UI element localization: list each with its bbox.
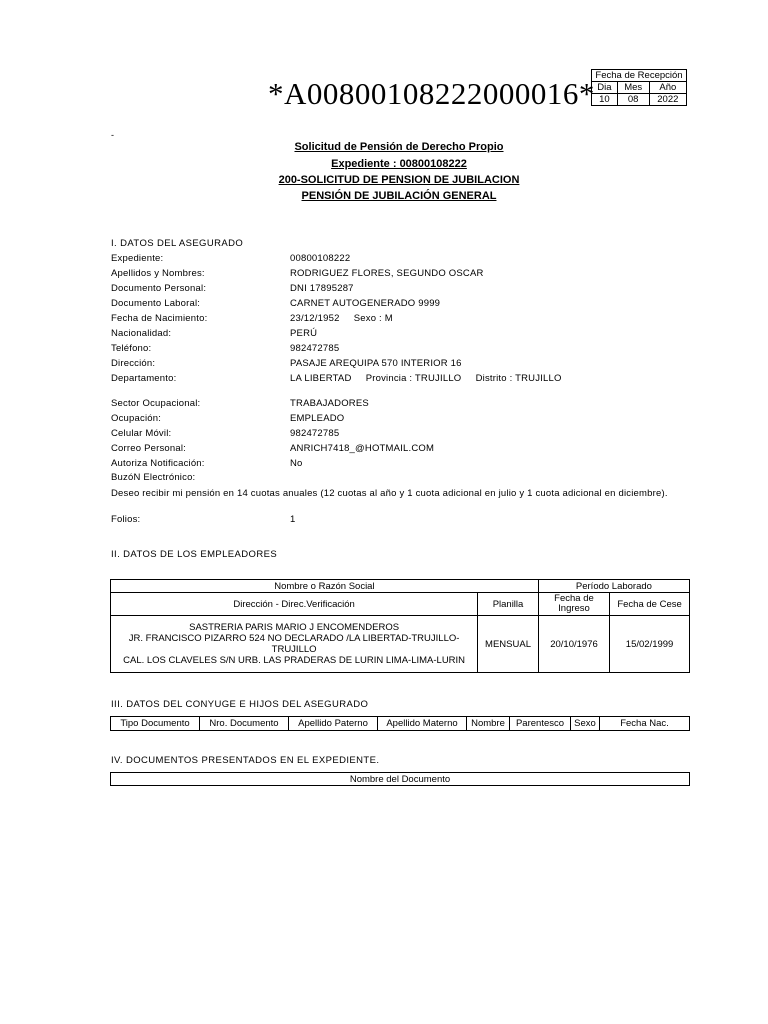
- header-apellido-materno: Apellido Materno: [378, 717, 467, 731]
- folios-label: Folios:: [111, 514, 141, 525]
- dia-label: Dia: [592, 82, 618, 94]
- section2-title: II. DATOS DE LOS EMPLEADORES: [111, 549, 278, 560]
- field-value: 982472785: [290, 343, 340, 354]
- header-ingreso: Fecha de Ingreso: [538, 593, 609, 616]
- section4-title: IV. DOCUMENTOS PRESENTADOS EN EL EXPEDIENTE.: [111, 755, 380, 766]
- header-tipo-documento: Tipo Documento: [111, 717, 200, 731]
- section1-title: I. DATOS DEL ASEGURADO: [111, 238, 244, 249]
- header-nombre-documento: Nombre del Documento: [111, 773, 690, 786]
- field-value: No: [290, 458, 303, 469]
- fecha-recepcion-title: Fecha de Recepción: [592, 70, 687, 82]
- field-label: Expediente:: [111, 253, 164, 264]
- mes-value: 08: [617, 94, 649, 106]
- field-label: Teléfono:: [111, 343, 152, 354]
- empleador-nombre: SASTRERIA PARIS MARIO J ENCOMENDEROS: [189, 622, 400, 633]
- field-label: Sector Ocupacional:: [111, 398, 201, 409]
- field-label: Departamento:: [111, 373, 177, 384]
- header-solicitud: 200-SOLICITUD DE PENSION DE JUBILACION: [278, 174, 520, 186]
- header-nombre: Nombre o Razón Social: [111, 580, 539, 593]
- field-value: 00800108222: [290, 253, 351, 264]
- field-label: Autoriza Notificación:: [111, 458, 205, 469]
- header-cese: Fecha de Cese: [610, 593, 690, 616]
- conyuge-hijos-table: [110, 716, 690, 731]
- documentos-table: [110, 772, 690, 786]
- field-label: Correo Personal:: [111, 443, 187, 454]
- empleador-direccion: JR. FRANCISCO PIZARRO 524 NO DECLARADO /LA LIBERTAD-TRUJILLO-TRUJILLO: [128, 633, 460, 655]
- field-value: 23/12/1952 Sexo : M: [290, 313, 393, 324]
- field-label: Fecha de Nacimiento:: [111, 313, 208, 324]
- field-value: PERÚ: [290, 328, 318, 339]
- field-value: PASAJE AREQUIPA 570 INTERIOR 16: [290, 358, 462, 369]
- header-apellido-paterno: Apellido Paterno: [289, 717, 378, 731]
- section3-title: III. DATOS DEL CONYUGE E HIJOS DEL ASEGURADO: [111, 699, 369, 710]
- header-expediente: Expediente : 00800108222: [331, 158, 467, 170]
- header-fecha-nac: Fecha Nac.: [600, 717, 690, 731]
- header-periodo: Período Laborado: [538, 580, 689, 593]
- header-direccion: Dirección - Direc.Verificación: [111, 593, 478, 616]
- empleadores-table: [110, 579, 690, 673]
- field-value: LA LIBERTAD Provincia : TRUJILLO Distrito : TRUJILLO: [290, 373, 562, 384]
- fecha-recepcion-box: [591, 69, 687, 106]
- header-pension: PENSIÓN DE JUBILACIÓN GENERAL: [301, 190, 497, 202]
- empleador-planilla: MENSUAL: [478, 616, 539, 673]
- field-value: TRABAJADORES: [290, 398, 369, 409]
- anio-value: 2022: [649, 94, 686, 106]
- anio-label: Año: [649, 82, 686, 94]
- header-planilla: Planilla: [478, 593, 539, 616]
- folios-value: 1: [290, 514, 296, 525]
- field-label: Apellidos y Nombres:: [111, 268, 205, 279]
- barcode-text: *A00800108222000016*: [268, 76, 595, 111]
- field-label: BuzóN Electrónico:: [111, 472, 196, 483]
- field-label: Ocupación:: [111, 413, 162, 424]
- empleador-cell: [111, 616, 478, 673]
- field-label: Nacionalidad:: [111, 328, 172, 339]
- empleador-ingreso: 20/10/1976: [538, 616, 609, 673]
- field-value: ANRICH7418_@HOTMAIL.COM: [290, 443, 435, 454]
- dia-value: 10: [592, 94, 618, 106]
- empleador-cese: 15/02/1999: [610, 616, 690, 673]
- field-value: CARNET AUTOGENERADO 9999: [290, 298, 441, 309]
- header-nombre: Nombre: [467, 717, 510, 731]
- header-parentesco: Parentesco: [510, 717, 571, 731]
- field-value: RODRIGUEZ FLORES, SEGUNDO OSCAR: [290, 268, 484, 279]
- field-value: 982472785: [290, 428, 340, 439]
- header-nro-documento: Nro. Documento: [200, 717, 289, 731]
- header-sexo: Sexo: [571, 717, 600, 731]
- field-label: Celular Móvil:: [111, 428, 172, 439]
- field-label: Dirección:: [111, 358, 156, 369]
- field-value: EMPLEADO: [290, 413, 345, 424]
- dash-mark: -: [111, 130, 114, 140]
- header-title: Solicitud de Pensión de Derecho Propio: [294, 141, 504, 153]
- cuotas-note: Deseo recibir mi pensión en 14 cuotas anuales (12 cuotas al año y 1 cuota adicional en julio y 1 cuota adicional en diciembre).: [111, 488, 668, 499]
- field-label: Documento Laboral:: [111, 298, 201, 309]
- field-label: Documento Personal:: [111, 283, 207, 294]
- empleador-direccion-verificacion: CAL. LOS CLAVELES S/N URB. LAS PRADERAS DE LURIN LIMA-LIMA-LURIN: [123, 655, 466, 666]
- mes-label: Mes: [617, 82, 649, 94]
- field-value: DNI 17895287: [290, 283, 354, 294]
